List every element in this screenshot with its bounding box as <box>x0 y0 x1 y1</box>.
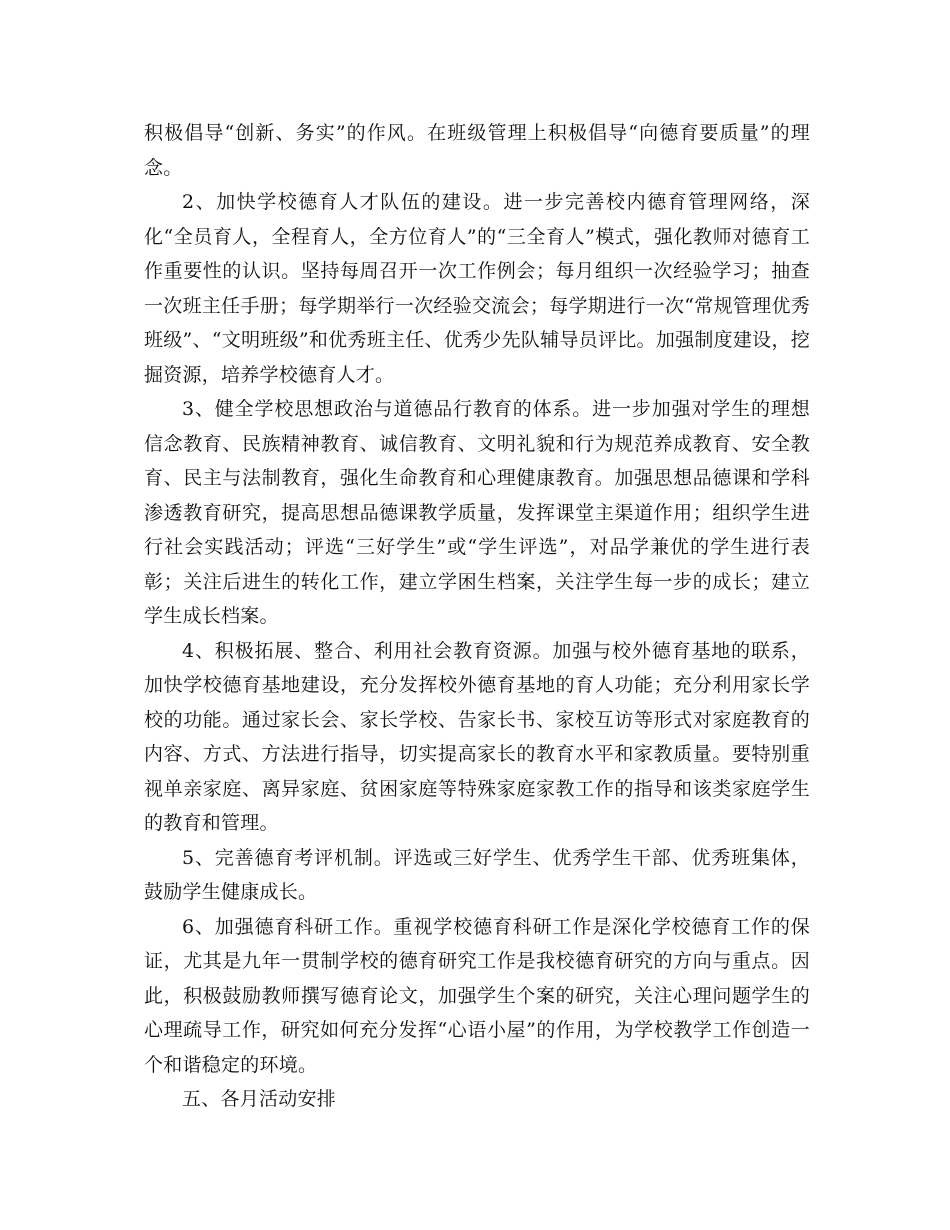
paragraph-item-5: 5、完善德育考评机制。评选或三好学生、优秀学生干部、优秀班集体，鼓励学生健康成长。 <box>144 846 810 903</box>
paragraph-continuation: 积极倡导“创新、务实”的作风。在班级管理上积极倡导“向德育要质量”的理念。 <box>144 122 810 179</box>
paragraph-item-6: 6、加强德育科研工作。重视学校德育科研工作是深化学校德育工作的保证，尤其是九年一贯制学校的德育研究工作是我校德育研究的方向与重点。因此，积极鼓励教师撰写德育论文，加强学生个案的研究，关注心理问题学生的心理疏导工作，研究如何充分发挥“心语小屋”的作用，为学校教学工作创造一个和谐稳定的环境。 <box>144 915 810 1076</box>
paragraph-item-2: 2、加快学校德育人才队伍的建设。进一步完善校内德育管理网络，深化“全员育人，全程育人，全方位育人”的“三全育人”模式，强化教师对德育工作重要性的认识。坚持每周召开一次工作例会；每月组织一次经验学习；抽查一次班主任手册；每学期举行一次经验交流会；每学期进行一次“常规管理优秀班级”、“文明班级”和优秀班主任、优秀少先队辅导员评比。加强制度建设，挖掘资源，培养学校德育人才。 <box>144 191 810 386</box>
paragraph-item-3: 3、健全学校思想政治与道德品行教育的体系。进一步加强对学生的理想信念教育、民族精神教育、诚信教育、文明礼貌和行为规范养成教育、安全教育、民主与法制教育，强化生命教育和心理健康教育。加强思想品德课和学科渗透教育研究，提高思想品德课教学质量，发挥课堂主渠道作用；组织学生进行社会实践活动；评选“三好学生”或“学生评选”，对品学兼优的学生进行表彰；关注后进生的转化工作，建立学困生档案，关注学生每一步的成长；建立学生成长档案。 <box>144 398 810 627</box>
paragraph-item-4: 4、积极拓展、整合、利用社会教育资源。加强与校外德育基地的联系，加快学校德育基地建设，充分发挥校外德育基地的育人功能；充分利用家长学校的功能。通过家长会、家长学校、告家长书、家校互访等形式对家庭教育的内容、方式、方法进行指导，切实提高家长的教育水平和家教质量。要特别重视单亲家庭、离异家庭、贫困家庭等特殊家庭家教工作的指导和该类家庭学生的教育和管理。 <box>144 639 810 834</box>
section-heading: 五、各月活动安排 <box>182 1088 337 1110</box>
